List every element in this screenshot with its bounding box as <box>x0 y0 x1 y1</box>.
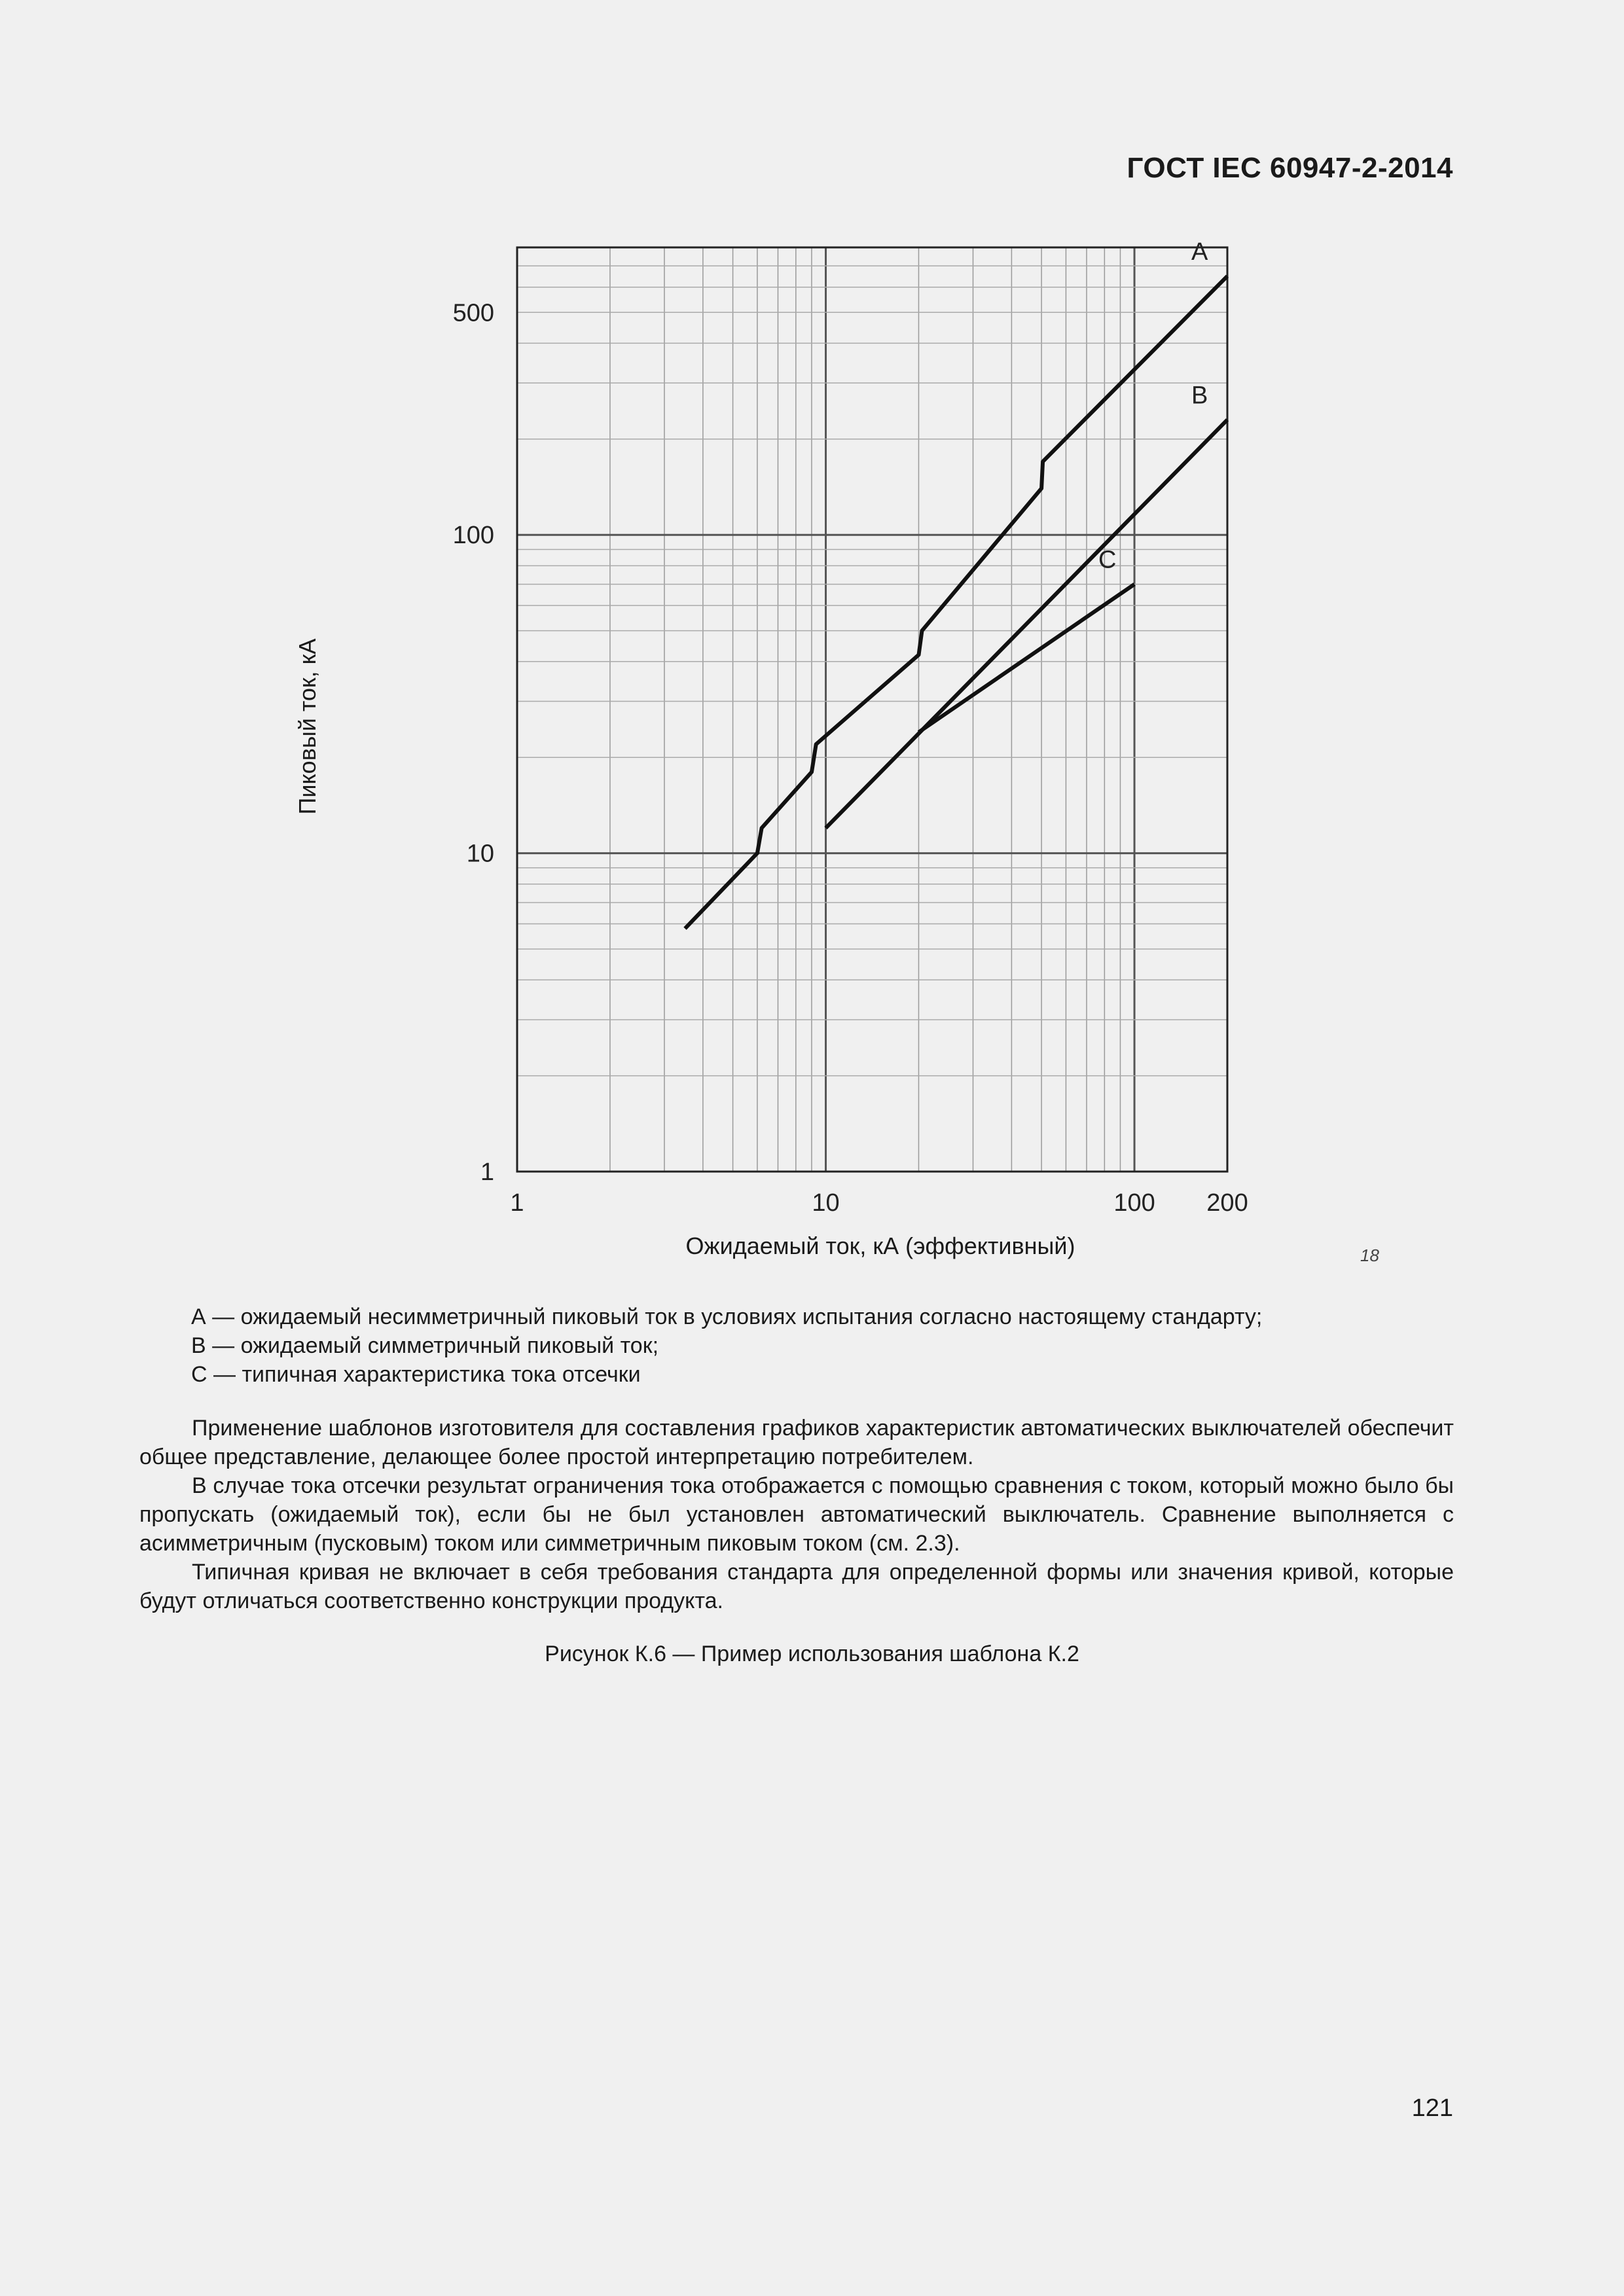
x-tick-label: 10 <box>812 1189 840 1217</box>
series-line-a <box>685 276 1228 929</box>
paragraph: Применение шаблонов изготовителя для составления графиков характеристик автоматических выключателей обеспечит общее представление, делающее более простой интерпретацию потребителем. <box>139 1416 1454 1469</box>
series-line-b <box>826 420 1228 828</box>
body-text <box>139 1414 1454 1615</box>
chart-annotation: 18 <box>1360 1246 1379 1265</box>
x-tick-label: 200 <box>1206 1189 1248 1217</box>
y-tick-label: 1 <box>480 1158 494 1186</box>
standard-code: ГОСТ IEC 60947-2-2014 <box>1127 152 1453 184</box>
y-tick-label: 100 <box>452 522 494 550</box>
series-labels <box>1098 238 1208 574</box>
series-label-a: A <box>1191 238 1208 266</box>
plot-frame <box>517 247 1227 1172</box>
legend-item-b: В — ожидаемый симметричный пиковый ток; <box>191 1333 659 1358</box>
y-axis-label: Пиковый ток, кА <box>294 638 321 815</box>
paragraph: Типичная кривая не включает в себя требования стандарта для определенной формы или значения кривой, которые будут отличаться соответственно конструкции продукта. <box>139 1560 1454 1613</box>
legend <box>191 1302 1262 1389</box>
x-tick-label: 1 <box>510 1189 524 1217</box>
legend-item-a: А — ожидаемый несимметричный пиковый ток в условиях испытания согласно настоящему стандарту; <box>191 1304 1263 1329</box>
page-number: 121 <box>1411 2094 1453 2122</box>
paragraph: В случае тока отсечки результат ограничения тока отображается с помощью сравнения с током, который можно было бы пропускать (ожидаемый ток), если бы не был установлен автоматический выключатель. Сравнение выполняется с асимметричным (пусковым) током или симметричным пиковым током (см. 2.3). <box>139 1473 1454 1556</box>
y-tick-label: 500 <box>452 299 494 327</box>
x-tick-label: 100 <box>1113 1189 1155 1217</box>
chart-series <box>685 276 1228 929</box>
x-tick-labels <box>510 1189 1248 1217</box>
chart-grid <box>517 247 1227 1172</box>
x-axis-label: Ожидаемый ток, кА (эффективный) <box>685 1232 1075 1259</box>
series-label-b: B <box>1191 382 1208 410</box>
series-line-c <box>919 584 1135 732</box>
y-tick-labels <box>453 299 494 1186</box>
legend-item-c: С — типичная характеристика тока отсечки <box>191 1362 641 1387</box>
series-label-c: C <box>1098 546 1117 574</box>
y-tick-label: 10 <box>466 840 494 868</box>
figure-caption: Рисунок К.6 — Пример использования шаблона К.2 <box>545 1641 1079 1666</box>
